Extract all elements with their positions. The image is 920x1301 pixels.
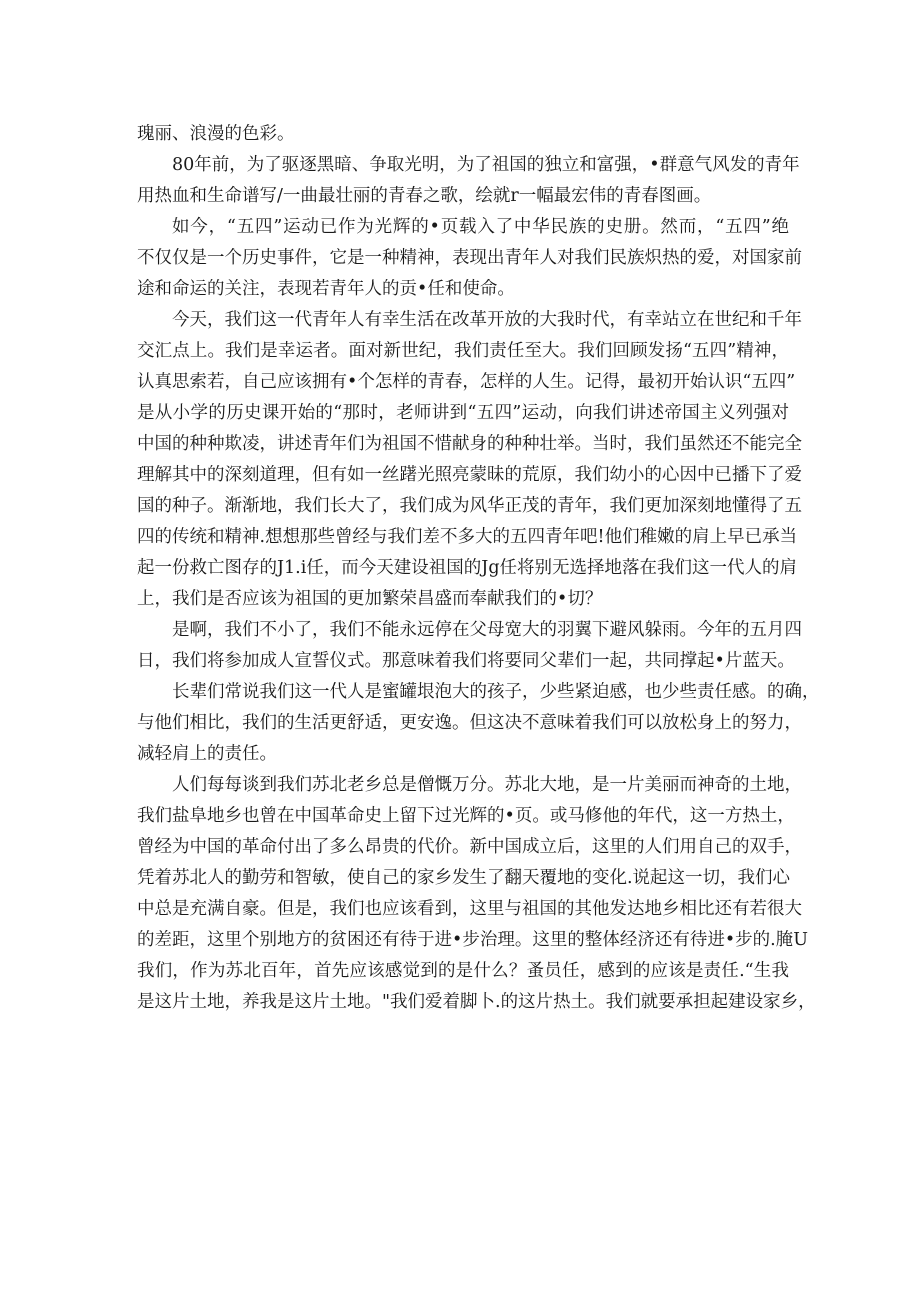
- text-line: 不仅仅是一个历史事件，它是一种精神，表现出青年人对我们民族炽热的爱，对国家前: [137, 248, 802, 268]
- text-line: 我们盐阜地乡也曾在中国革命史上留下过光辉的•页。或马修他的年代，这一方热土，: [137, 806, 795, 826]
- text-line: 的差距，这里个别地方的贫困还有待于进•步治理。这里的整体经济还有待进•步的.腌U: [137, 930, 808, 950]
- text-line: 瑰丽、浪漫的色彩。: [137, 124, 295, 144]
- text-line: 交汇点上。我们是幸运者。面对新世纪，我们责任至大。我们回顾发扬“五四”精神，: [137, 341, 789, 361]
- text-line: 中总是充满自豪。但是，我们也应该看到，这里与祖国的其他发达地乡相比还有若很大: [137, 899, 802, 919]
- text-line: 日，我们将参加成人宣誓仪式。那意味着我们将要同父辈们一起，共同撑起•片蓝天。: [137, 651, 795, 671]
- text-line: 中国的种种欺凌，讲述青年们为祖国不惜献身的种种壮举。当时，我们虽然还不能完全: [137, 434, 802, 454]
- text-line: 今天，我们这一代青年人有幸生活在改革开放的大我时代，有幸站立在世纪和千年: [172, 310, 802, 330]
- text-line: 长辈们常说我们这一代人是蜜罐垠泡大的孩子，少些紧迫感，也少些责任感。的确，: [172, 682, 820, 702]
- text-line: 减轻肩上的责任。: [137, 744, 277, 764]
- text-line: 80年前，为了驱逐黑暗、争取光明，为了祖国的独立和富强，•群意气风发的青年: [172, 155, 800, 175]
- text-line: 上，我们是否应该为祖国的更加繁荣昌盛而奉献我们的•切？: [137, 589, 603, 609]
- text-line: 是从小学的历史课开始的“那时，老师讲到“五四”运动，向我们讲述帝国主义列强对: [137, 403, 789, 423]
- text-line: 理解其中的深刻道理，但有如一丝躇光照亮蒙昧的荒原，我们幼小的心因中已播下了爱: [137, 465, 802, 485]
- text-line: 途和命运的关注，表现若青年人的贡•任和使命。: [137, 279, 515, 299]
- text-line: 曾经为中国的革命付出了多么昂贵的代价。新中国成立后，这里的人们用自己的双手，: [137, 837, 802, 857]
- text-line: 用热血和生命谱写/一曲最壮丽的青春之歌，绘就r一幅最宏伟的青春图画。: [137, 186, 712, 206]
- text-line: 凭着苏北人的勤劳和智敏，使自己的家乡发生了翻天覆地的变化.说起这一切，我们心: [137, 868, 791, 888]
- text-line: 是啊，我们不小了，我们不能永远停在父母宽大的羽翼下避风躲雨。今年的五月四: [172, 620, 802, 640]
- text-line: 与他们相比，我们的生活更舒适，更安逸。但这决不意味着我们可以放松身上的努力，: [137, 713, 802, 733]
- text-line: 认真思索若，自己应该拥有•个怎样的青春，怎样的人生。记得，最初开始认识“五四”: [137, 372, 796, 392]
- text-line: 如今，“五四”运动已作为光辉的•页载入了中华民族的史册。然而，“五四”绝: [172, 217, 789, 237]
- text-line: 人们每每谈到我们苏北老乡总是僧慨万分。苏北大地，是一片美丽而神奇的土地，: [172, 775, 802, 795]
- text-line: 四的传统和精神.想想那些曾经与我们差不多大的五四青年吧!他们稚嫩的肩上早已承当: [137, 527, 798, 547]
- body-text: [137, 119, 820, 1018]
- text-line: 国的种子。渐渐地，我们长大了，我们成为风华正茂的青年，我们更加深刻地懂得了五: [137, 496, 802, 516]
- text-line: 是这片土地，养我是这片土地。"我们爱着脚卜.的这片热土。我们就要承担起建设家乡，: [137, 992, 816, 1012]
- text-line: 起一份救亡图存的J1.i任，而今天建设祖国的Jg任将别无选择地落在我们这一代人的肩: [137, 558, 798, 578]
- text-line: 我们，作为苏北百年，首先应该感觉到的是什么？蚤员任，感到的应该是责任.“生我: [137, 961, 789, 981]
